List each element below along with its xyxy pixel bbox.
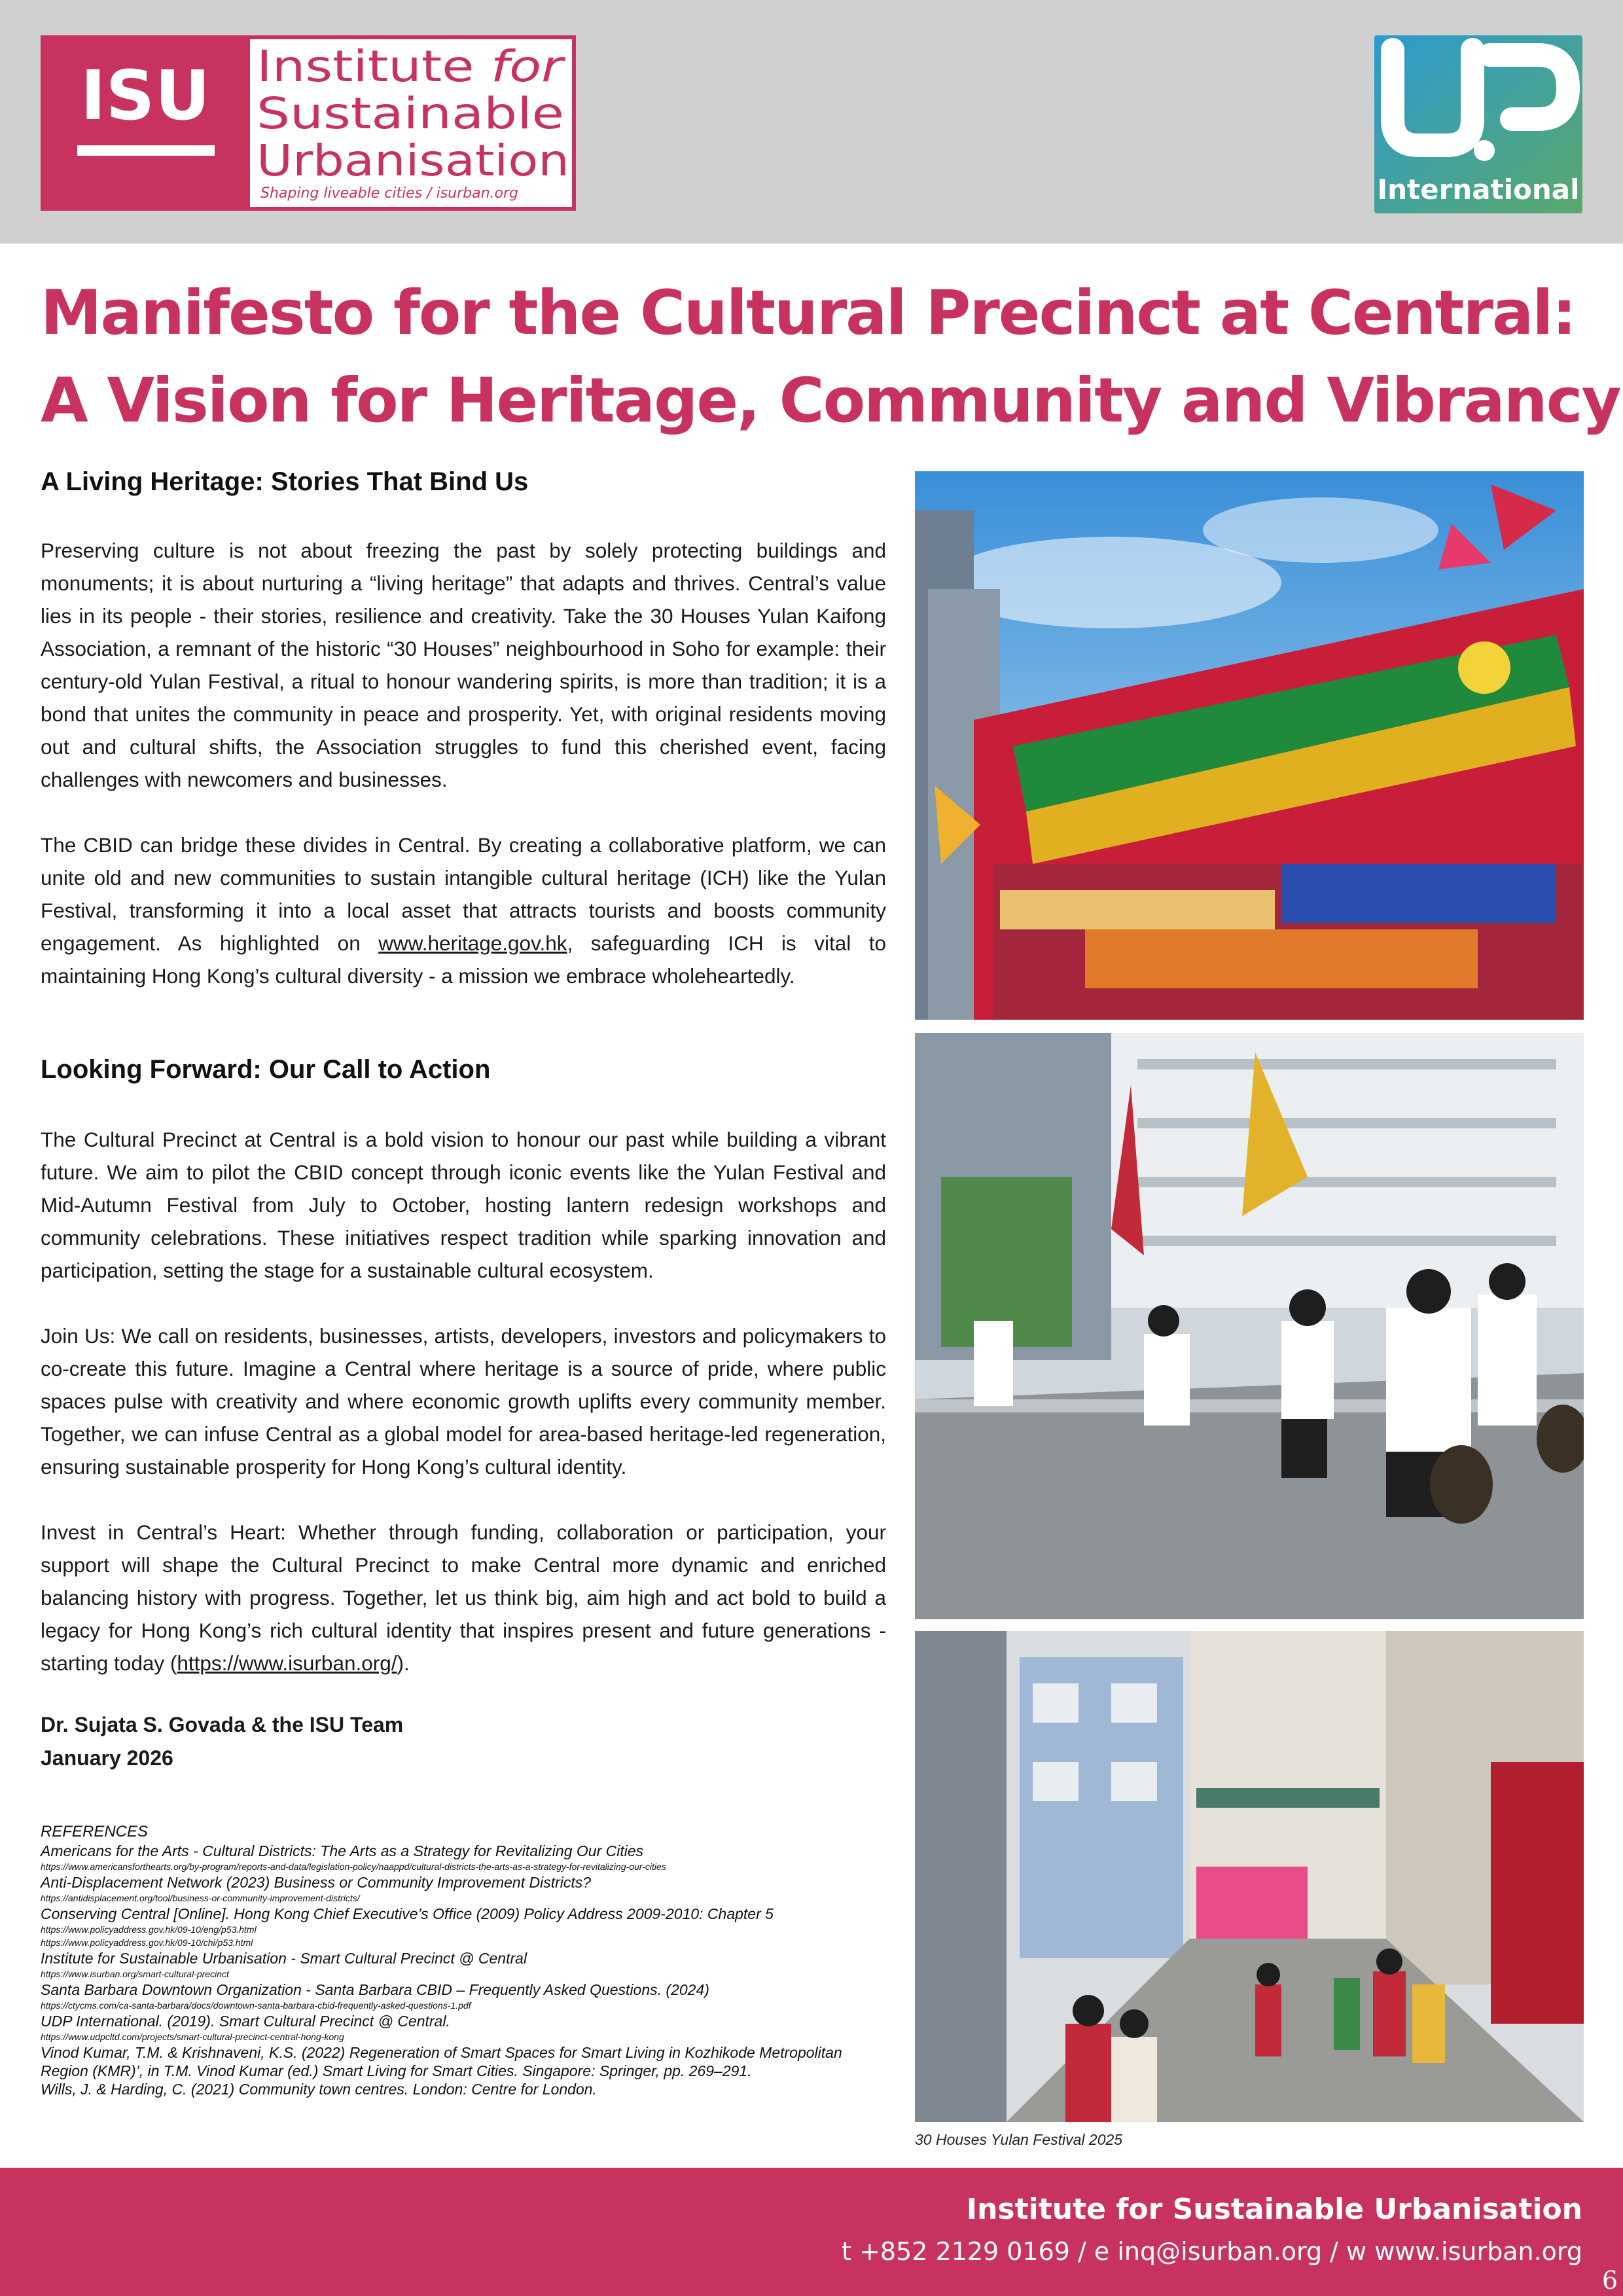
section-heading-living-heritage: A Living Heritage: Stories That Bind Us bbox=[41, 467, 529, 496]
page-footer bbox=[0, 2168, 1623, 2296]
udp-international-logo bbox=[1374, 35, 1582, 213]
page-title-line2: A Vision for Heritage, Community and Vibrancy bbox=[41, 365, 1620, 437]
reference-url[interactable]: https://ctycms.com/ca-santa-barbara/docs/downtown-santa-barbara-cbid-frequently-asked-questions-1.pdf bbox=[41, 2000, 471, 2011]
reference-item: Institute for Sustainable Urbanisation - Smart Cultural Precinct @ Central https://www.isurban.org/smart-cultural-precinct bbox=[41, 1949, 891, 1981]
footer-org-name: Institute for Sustainable Urbanisation bbox=[966, 2193, 1582, 2226]
photo-caption: 30 Houses Yulan Festival 2025 bbox=[915, 2131, 1123, 2148]
photo-hillside-street bbox=[915, 1631, 1584, 2122]
references-list bbox=[41, 1822, 891, 2098]
reference-item: Anti-Displacement Network (2023) Business or Community Improvement Districts? https://antidisplacement.org/tool/business-or-community-improvement-districts/ bbox=[41, 1873, 891, 1905]
reference-url[interactable]: https://www.udpcltd.com/projects/smart-cultural-precinct-central-hong-kong bbox=[41, 2032, 344, 2042]
udp-logo-label: International bbox=[1377, 173, 1580, 206]
isu-logo-line2: Sustainable bbox=[257, 88, 564, 139]
signature-block bbox=[41, 1708, 403, 1775]
reference-item: Santa Barbara Downtown Organization - Santa Barbara CBID – Frequently Asked Questions. (2024) https://ctycms.com/ca-santa-barbara/docs/downtown-santa-barbara-cbid-frequently-asked-questions-1.pdf bbox=[41, 1981, 891, 2012]
footer-contact: t +852 2129 0169 / e inq@isurban.org / w www.isurban.org bbox=[842, 2237, 1582, 2266]
page-number: 6 bbox=[1601, 2266, 1618, 2295]
reference-item: UDP International. (2019). Smart Cultural Precinct @ Central. https://www.udpcltd.com/projects/smart-cultural-precinct-central-hong-kong bbox=[41, 2012, 891, 2043]
signature-author: Dr. Sujata S. Govada & the ISU Team bbox=[41, 1713, 404, 1736]
isu-logo-abbr: ISU bbox=[80, 56, 211, 135]
section2-paragraph-3: Invest in Central’s Heart: Whether through funding, collaboration or participation, your support will shape the Cultural Precinct to make Central more dynamic and enriched balancing history with progress. Together, let us think big, aim high and act bold to build a legacy for Hong Kong’s rich cultural identity that inspires present and future generations - starting today (https://www.isurban.org/). bbox=[41, 1520, 886, 1675]
signature-date: January 2026 bbox=[41, 1746, 173, 1770]
isu-logo-line1: Institute for bbox=[257, 41, 550, 92]
section-heading-call-to-action: Looking Forward: Our Call to Action bbox=[41, 1055, 491, 1084]
section1-paragraph-1: Preserving culture is not about freezing the past by solely protecting buildings and monuments; it is about nurturing a “living heritage” that adapts and thrives. Central’s value lies in its people - their stories, resilience and creativity. Take the 30 Houses Yulan Kaifong Association, a remnant of the historic “30 Houses” neighbourhood in Soho for example: their century-old Yulan Festival, a ritual to honour wandering spirits, is more than tradition; it is a bond that unites the community in peace and prosperity. Yet, with original residents moving out and cultural shifts, the Association struggles to fund this cherished event, facing challenges with newcomers and businesses. bbox=[41, 539, 886, 791]
reference-item: Conserving Central [Online]. Hong Kong Chief Executive’s Office (2009) Policy Address 2009-2010: Chapter 5 https://www.policyaddress.gov.hk/09-10/eng/p53.html https://www.policyaddress.gov.hk/09-10/chi/p53.html bbox=[41, 1905, 891, 1949]
reference-item: Wills, J. & Harding, C. (2021) Community town centres. London: Centre for London. bbox=[41, 2081, 597, 2098]
reference-url[interactable]: https://www.americansforthearts.org/by-program/reports-and-data/legislation-policy/naappd/cultural-districts-the-arts-as-a-strategy-for-revitalizing-our-cities bbox=[41, 1861, 666, 1872]
isurban-link[interactable]: https://www.isurban.org/ bbox=[177, 1651, 397, 1675]
heritage-gov-link[interactable]: www.heritage.gov.hk bbox=[378, 931, 567, 955]
references-heading: REFERENCES bbox=[41, 1823, 149, 1840]
page-header bbox=[0, 0, 1623, 243]
section2-paragraph-2: Join Us: We call on residents, businesses, artists, developers, investors and policymakers to co-create this future. Imagine a Central where heritage is a source of pride, where public spaces pulse with creativity and where economic growth uplifts every community member. Together, we can infuse Central as a global model for area-based heritage-led regeneration, ensuring sustainable prosperity for Hong Kong’s cultural identity. bbox=[41, 1324, 886, 1479]
reference-url[interactable]: https://www.policyaddress.gov.hk/09-10/chi/p53.html bbox=[41, 1937, 253, 1948]
isu-logo-tagline: Shaping liveable cities / isurban.org bbox=[260, 185, 518, 202]
reference-url[interactable]: https://www.isurban.org/smart-cultural-precinct bbox=[41, 1969, 229, 1979]
page-title bbox=[41, 270, 1620, 445]
photo-street-procession bbox=[915, 1033, 1584, 1619]
page-title-line1: Manifesto for the Cultural Precinct at Central: bbox=[41, 278, 1576, 349]
reference-url[interactable]: https://antidisplacement.org/tool/business-or-community-improvement-districts/ bbox=[41, 1893, 360, 1903]
reference-url[interactable]: https://www.policyaddress.gov.hk/09-10/eng/p53.html bbox=[41, 1924, 257, 1935]
isu-logo-line3: Urbanisation bbox=[257, 135, 569, 186]
section1-paragraph-2: The CBID can bridge these divides in Central. By creating a collaborative platform, we can unite old and new communities to sustain intangible cultural heritage (ICH) like the Yulan Festival, transforming it into a local asset that attracts tourists and boosts community engagement. As highlighted on www.heritage.gov.hk, safeguarding ICH is vital to maintaining Hong Kong’s cultural diversity - a mission we embrace wholeheartedly. bbox=[41, 833, 887, 988]
photo-festival-stage bbox=[915, 471, 1584, 1020]
reference-item: Vinod Kumar, T.M. & Krishnaveni, K.S. (2022) Regeneration of Smart Spaces for Smart Living in Kozhikode Metropolitan Region (KMR)’, in T.M. Vinod Kumar (ed.) Smart Living for Smart Cities. Singapore: Springer, pp. 269–291. bbox=[41, 2044, 842, 2079]
reference-item: Americans for the Arts - Cultural Districts: The Arts as a Strategy for Revitalizing Our Cities https://www.americansforthearts.org/by-program/reports-and-data/legislation-policy/naappd/cultural-districts-the-arts-as-a-strategy-for-revitalizing-our-cities bbox=[41, 1842, 891, 1873]
isu-logo bbox=[41, 35, 576, 211]
section2-paragraph-1: The Cultural Precinct at Central is a bold vision to honour our past while building a vibrant future. We aim to pilot the CBID concept through iconic events like the Yulan Festival and Mid-Autumn Festival from July to October, hosting lantern redesign workshops and community celebrations. These initiatives respect tradition while sparking innovation and participation, setting the stage for a sustainable cultural ecosystem. bbox=[41, 1128, 886, 1282]
